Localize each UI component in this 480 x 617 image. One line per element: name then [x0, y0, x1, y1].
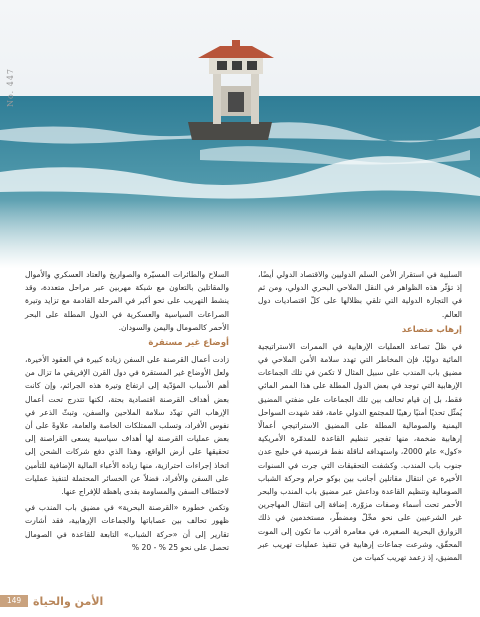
magazine-name: الأمن والحياة: [33, 595, 104, 608]
paragraph: زادت أعمال القرصنة على السفن زيادة كبيرة في العقود الأخيرة، ولعل الأوضاع غير المستقرة في دول القرن الإفريقي ما تزال من أهم الأسباب المؤدّية إلى ارتفاع وتيرة هذه الجرائم، وإن كانت بعض أهداف القرصنة اقتصادية بحتة، لكنها تتدرج تحت أعمال الإرهاب التي تهدّد سلامة الملاحين والسفن، وتبثّ الذعر في نفوس الأفراد، وتسلب الممتلكات الخاصة والعامة، علاوةً على أن بعض عمليات القرصنة لها أهداف سياسية يسعى القراصنة إلى تحقيقها على أرض الواقع، وهذا الذي دفع شركات الشحن إلى اتخاذ إجراءات احترازية، منها زيادة الأعباء المالية الإضافية للتأمين على السفن والأفراد، فضلاً عن الخسائر المحتملة لتنفيذ عمليات لاختطاف السفن والمساومة بفدى باهظة للإفراج عنها.: [25, 355, 229, 497]
issue-number-text: No. 447: [6, 68, 15, 108]
issue-number-label: [6, 68, 18, 128]
page-number: 149: [0, 595, 28, 607]
sea-tower-photo: [0, 0, 480, 268]
right-column: [258, 268, 462, 567]
paragraph: وتكمن خطورة «القرصنة البحرية» في مضيق باب المندب في ظهور تحالف بين عصاباتها والجماعات الإرهابية، فقد أشارت تقارير إلى أن «حركة الشباب» التابعة للقاعدة في الصومال تحصل على نحو 25 % - 20 %: [25, 503, 229, 552]
section-heading: أوضاع غير مستقرة: [148, 338, 229, 349]
paragraph: السلاح والطائرات المسيّرة والصواريخ والعتاد العسكري والأموال والمقاتلين بالتعاون مع شبكة مهربين عبر مراحل متعددة، وقد ينشط التهريب على نحو أكبر في المرحلة القادمة مع تزايد وتيرة الصراعات السياسية والعسكرية في الدول المطلة على البحر الأحمر كالصومال واليمن والسودان.: [25, 270, 229, 332]
paragraph: السلبية في استقرار الأمن السلم الدوليين والاقتصاد الدولي أيضًا، إذ تؤثّر هذه الظواهر في النقل الملاحي البحري الدولي، ومن ثم في التجارة الدولية التي تلقي بظلالها على كلّ اقتصاديات دول العالم.: [258, 270, 462, 319]
page-footer: [0, 595, 480, 617]
paragraph: في ظلّ تصاعد العمليات الإرهابية في الممرات الاستراتيجية المائية دوليًا، فإن المخاطر التي تهدد سلامة الأمن الملاحي في مضيق باب المندب على سبيل المثال لا تكمن في تلك الجماعات الإرهابية التي توجد في بعض الدول المطلة على هذا الممر المائي فقط، بل إن قيام تحالف بين تلك الجماعات على ضفتي المضيق يُمثّل تحديًا أمنيًا رهيبًا للمجتمع الدولي عامة، فقد شهدت السواحل اليمنية والصومالية المطلة على المضيق الاستراتيجي أعمالًا إرهابية ضخمة، منها تفجير تنظيم القاعدة للمدمّرة الأمريكية «كول» عام 2000، واستهدافه لناقلة نفط فرنسية في خليج عدن جنوب باب المندب. وكشفت التحقيقات التي جرت في السنوات الأخيرة عن انتقال مقاتلين أجانب بين بوكو حرام وحركة الشباب الصومالية وتنظيم القاعدة وداعش عبر مضيق باب المندب والبحر الأحمر تحت أسماء وصفات مزوّرة. إضافة إلى انتقال المهاجرين غير الشرعيين على نحو مخّلّ ومضطّر، مستخدمين في ذلك الزوارق البحرية الصغيرة، في مغامرة أقرب ما تكون إلى الموت المحقّق، وشرعت جماعات إرهابية في تنفيذ عمليات تهريب عبر المضيق، إذ زعمد تهريب كميات من: [258, 341, 462, 563]
left-column: [25, 268, 229, 557]
section-heading: إرهاب متصاعد: [401, 324, 462, 335]
